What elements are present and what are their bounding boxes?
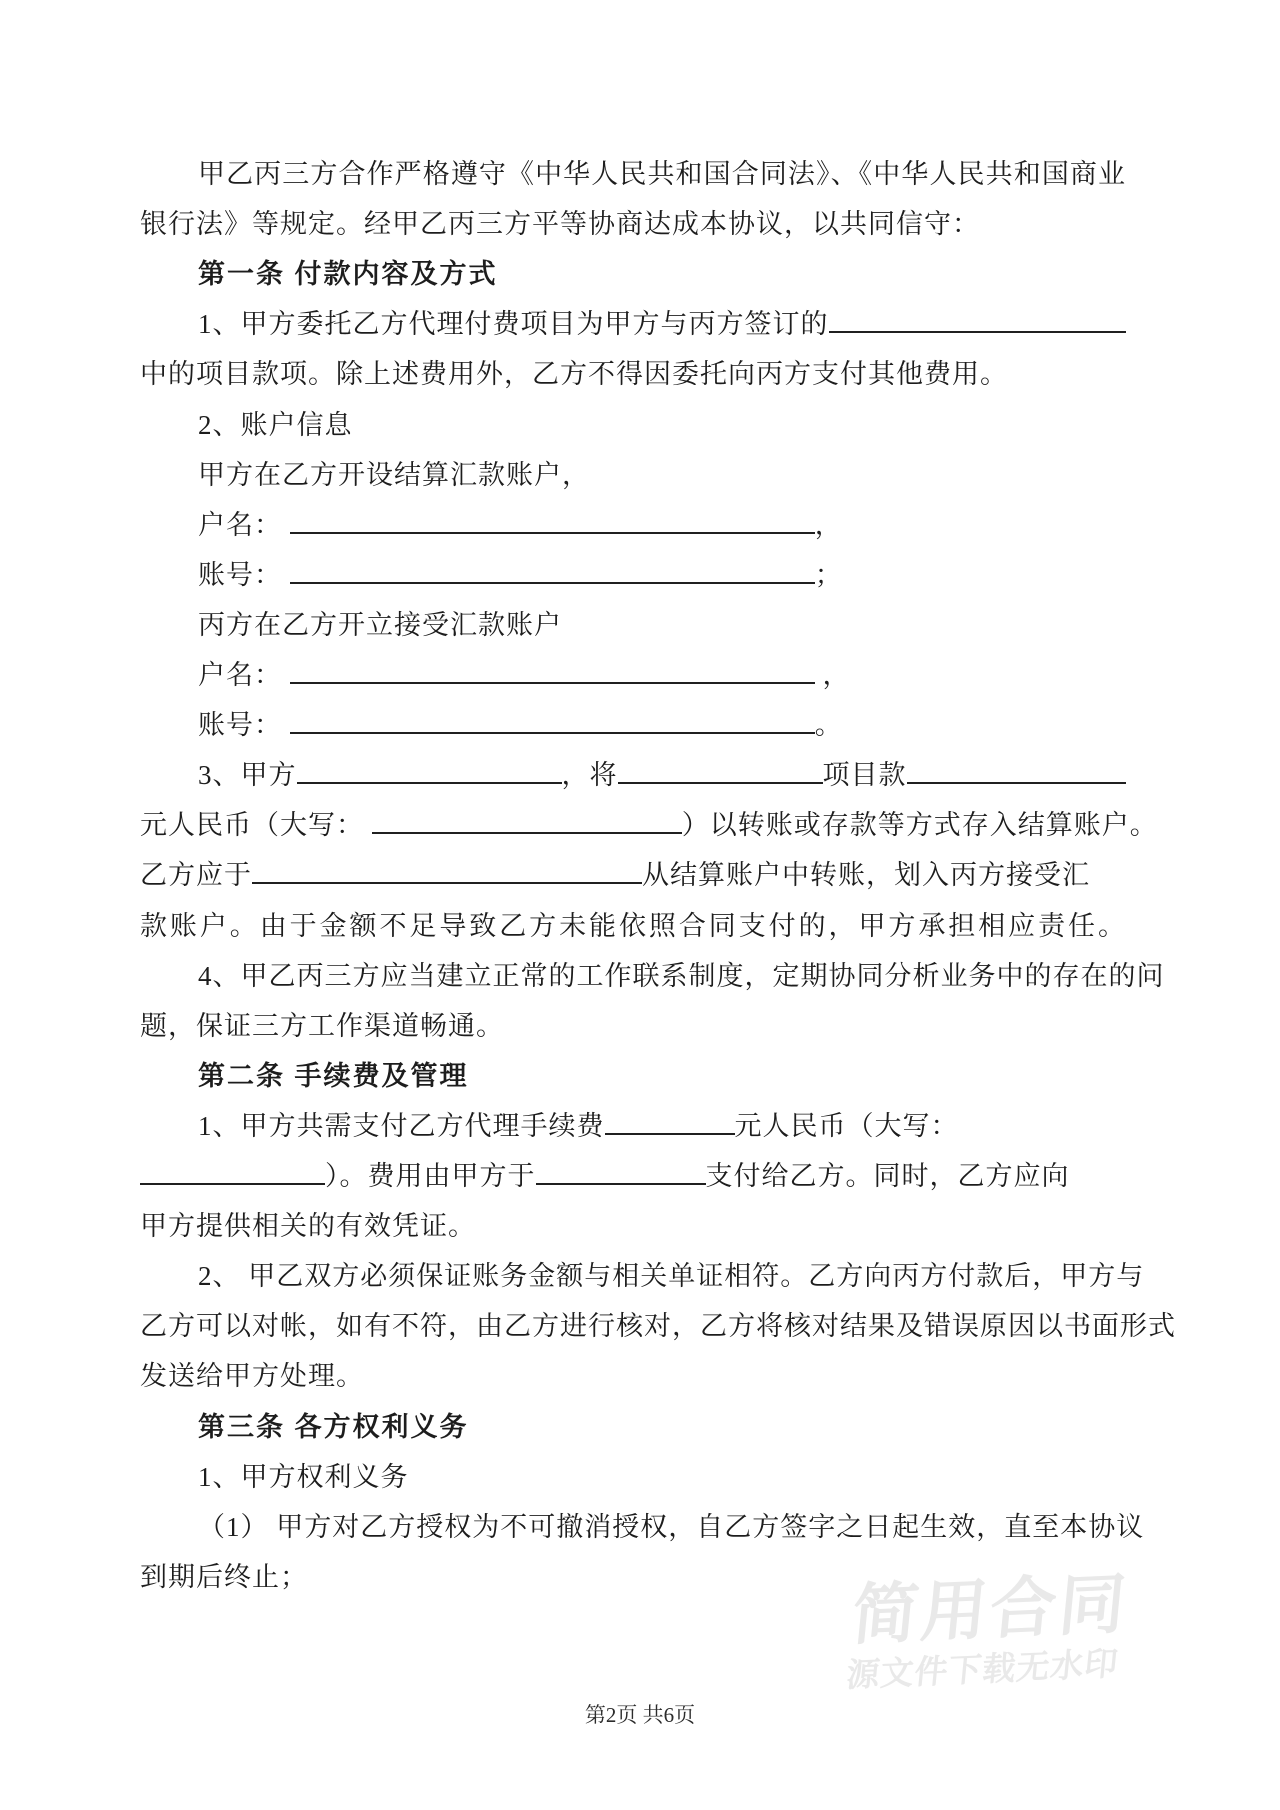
document-line: [198, 1502, 1145, 1552]
document-line: [198, 700, 1126, 750]
document-line: [140, 1151, 1126, 1201]
text-segment: 3、甲方: [198, 760, 297, 790]
text-segment: ，: [814, 510, 843, 540]
document-line: [198, 650, 1126, 700]
document-line: [198, 500, 1126, 550]
text-segment: 元人民币（大写：: [734, 1111, 959, 1141]
text-segment: 4、甲乙丙三方应当建立正常的工作联系制度，定期协同分析业务中的存在的问: [198, 961, 1165, 991]
text-segment: ，将: [561, 760, 618, 790]
document-line: [140, 850, 1126, 900]
text-segment: 甲方在乙方开设结算汇款账户，: [198, 460, 590, 490]
document-line: [140, 1201, 1126, 1251]
text-segment: ）。费用由甲方于: [325, 1161, 536, 1191]
document-line: [140, 1552, 1126, 1602]
page-number: 第2页 共6页: [584, 1703, 696, 1727]
document-line: [198, 1452, 1126, 1502]
section-heading: [198, 1051, 1126, 1101]
document-line: [140, 800, 1158, 850]
watermark-subtitle: 源文件下载无水印: [844, 1644, 1121, 1694]
text-segment: 1、甲方共需支付乙方代理手续费: [198, 1111, 605, 1141]
text-segment: 到期后终止；: [140, 1562, 308, 1592]
document-line: [140, 349, 1126, 399]
text-segment: （1） 甲方对乙方授权为不可撤消授权，自乙方签字之日起生效，直至本协议: [198, 1512, 1145, 1542]
blank-field: [252, 850, 642, 884]
text-segment: 支付给乙方。同时，乙方应向: [705, 1161, 1070, 1191]
text-segment: 。: [814, 710, 843, 740]
blank-field: [290, 550, 815, 584]
text-segment: 甲方提供相关的有效凭证。: [140, 1211, 476, 1241]
document-line: [198, 299, 1126, 349]
text-segment: 项目款: [822, 760, 907, 790]
document-line: [140, 199, 1126, 249]
document-line: [198, 450, 1126, 500]
text-segment: ；: [814, 560, 843, 590]
document-line: [140, 901, 1126, 951]
document-line: [140, 1301, 1176, 1351]
text-segment: ，: [814, 660, 851, 690]
text-segment: 银行法》等规定。经甲乙丙三方平等协商达成本协议，以共同信守：: [140, 209, 980, 239]
text-segment: 款账户。由于金额不足导致乙方未能依照合同支付的，甲方承担相应责任。: [140, 911, 1126, 941]
document-line: [198, 400, 1126, 450]
text-segment: 账号：: [198, 560, 290, 590]
text-segment: 1、甲方委托乙方代理付费项目为甲方与丙方签订的: [198, 309, 829, 339]
text-segment: 从结算账户中转账，划入丙方接受汇: [642, 860, 1090, 890]
document-line: [140, 1351, 1126, 1401]
text-segment: 第三条 各方权利义务: [198, 1412, 469, 1442]
text-segment: 中的项目款项。除上述费用外，乙方不得因委托向丙方支付其他费用。: [140, 359, 1008, 389]
document-line: [198, 149, 1126, 199]
document-line: [198, 951, 1165, 1001]
document-line: [198, 1251, 1145, 1301]
text-segment: 户名：: [198, 660, 290, 690]
text-segment: 2、 甲乙双方必须保证账务金额与相关单证相符。乙方向丙方付款后，甲方与: [198, 1261, 1145, 1291]
text-segment: ）以转账或存款等方式存入结算账户。: [681, 810, 1158, 840]
blank-field: [829, 299, 1127, 333]
blank-field: [290, 650, 815, 684]
blank-field: [618, 750, 823, 784]
document-line: [198, 550, 1126, 600]
text-segment: 第二条 手续费及管理: [198, 1061, 469, 1091]
text-segment: 乙方应于: [140, 860, 252, 890]
watermark-title: 简用合同: [848, 1565, 1132, 1653]
text-segment: 发送给甲方处理。: [140, 1361, 364, 1391]
blank-field: [290, 500, 815, 534]
text-segment: 户名：: [198, 510, 290, 540]
section-heading: [198, 1402, 1126, 1452]
document-line: [198, 600, 1126, 650]
document-line: [198, 1101, 1126, 1151]
text-segment: 第一条 付款内容及方式: [198, 259, 498, 289]
text-segment: 甲乙丙三方合作严格遵守《中华人民共和国合同法》、《中华人民共和国商业: [198, 159, 1126, 189]
document-line: [198, 750, 1126, 800]
blank-field: [536, 1151, 706, 1185]
blank-field: [297, 750, 562, 784]
blank-field: [907, 750, 1127, 784]
text-segment: 2、账户信息: [198, 410, 353, 440]
blank-field: [605, 1101, 735, 1135]
blank-field: [290, 700, 815, 734]
document-line: [140, 1001, 1126, 1051]
text-segment: 题，保证三方工作渠道畅通。: [140, 1011, 504, 1041]
text-segment: 账号：: [198, 710, 290, 740]
blank-field: [140, 1151, 325, 1185]
text-segment: 1、甲方权利义务: [198, 1462, 409, 1492]
text-segment: 元人民币（大写：: [140, 810, 372, 840]
text-segment: 乙方可以对帐，如有不符，由乙方进行核对，乙方将核对结果及错误原因以书面形式: [140, 1311, 1176, 1341]
section-heading: [198, 249, 1126, 299]
text-segment: 丙方在乙方开立接受汇款账户: [198, 610, 562, 640]
blank-field: [372, 800, 682, 834]
